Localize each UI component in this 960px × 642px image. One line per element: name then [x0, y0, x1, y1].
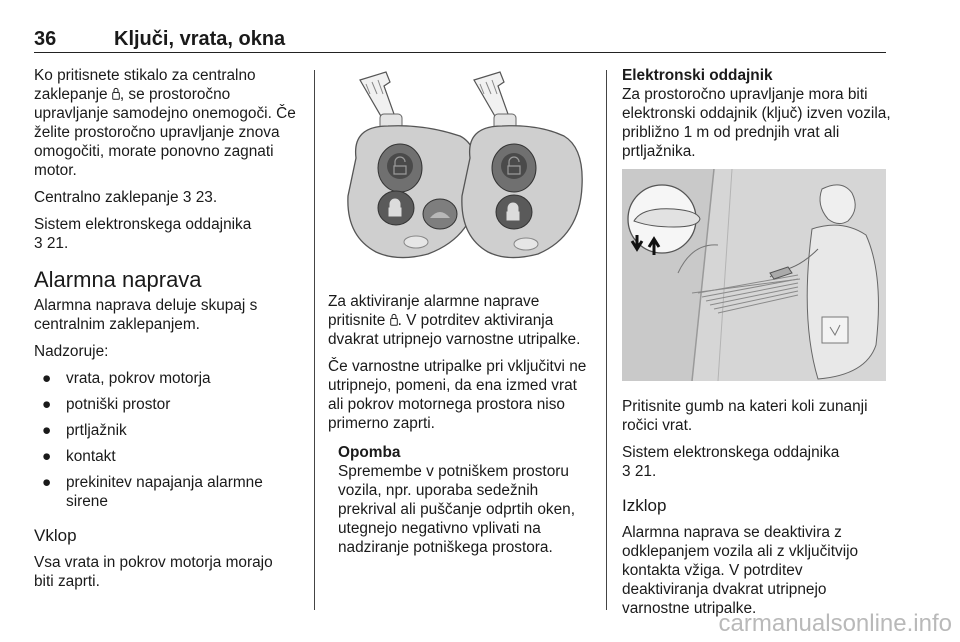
page-header [34, 28, 886, 53]
list-item: ● potniški prostor [42, 396, 171, 413]
note-box [328, 443, 596, 557]
bullet-icon: ● [42, 422, 52, 439]
paragraph-alarm: Alarmna naprava deluje skupaj s centralnim zaklepanjem. [34, 297, 258, 333]
column-middle [328, 66, 596, 557]
key-fob-left [348, 72, 478, 258]
ref-arrow-icon: 3 [622, 463, 631, 480]
key-fob-right [462, 72, 582, 258]
bullet-icon: ● [42, 448, 52, 465]
paragraph-not-closed: Če varnostne utripalke pri vključitvi ne utripnejo, pomeni, da ena izmed vrat ali pokrov motornega prostora niso primerno zaprti. [328, 358, 587, 432]
column-right [622, 66, 892, 626]
column-divider-1 [314, 70, 315, 610]
section-heading-off: Izklop [622, 496, 667, 515]
door-handle-illustration [622, 169, 886, 381]
monitors-list [34, 369, 296, 511]
section-heading-alarm: Alarmna naprava [34, 267, 202, 292]
list-item: ● prekinitev napajanja alarmne sirene [42, 474, 263, 510]
cross-ref-transmitter-right[interactable]: Sistem elektronskega oddajnika 3 21. [622, 444, 840, 480]
list-item: ● vrata, pokrov motorja [42, 370, 211, 387]
paragraph-transmitter: Za prostoročno upravljanje mora biti elektronski oddajnik (ključ) izven vozila, približno 1 m od prednjih vrat ali prtljažnika. [622, 86, 891, 160]
monitors-label: Nadzoruje: [34, 343, 109, 360]
cross-ref-transmitter[interactable]: Sistem elektronskega oddajnika 3 21. [34, 216, 252, 252]
bullet-icon: ● [42, 370, 52, 387]
column-left [34, 66, 296, 599]
list-item: ● kontakt [42, 448, 116, 465]
chapter-title: Ključi, vrata, okna [114, 28, 286, 50]
lock-icon [390, 313, 398, 326]
list-item: ● prtljažnik [42, 422, 127, 439]
ref-arrow-icon: 3 [182, 189, 192, 206]
lock-icon [112, 87, 120, 100]
paragraph-press-handle: Pritisnite gumb na kateri koli zunanji ročici vrat. [622, 398, 868, 434]
paragraph-off: Alarmna naprava se deaktivira z odklepanjem vozila ali z vključitvijo kontakta vžiga. V potrditev deaktiviranja dvakrat utripnejo varnostne utripalke. [622, 524, 859, 617]
section-heading-on: Vklop [34, 526, 77, 545]
key-fobs-illustration [328, 66, 596, 276]
watermark: carmanualsonline.info [718, 610, 952, 637]
note-text: Spremembe v potniškem prostoru vozila, npr. uporaba sedežnih prekrival ali puščanje odprtih oken, utegnejo negativno vplivati na nadziranje potniškega prostora. [338, 463, 575, 556]
ref-arrow-icon: 3 [34, 235, 43, 252]
bullet-icon: ● [42, 396, 52, 413]
cross-ref-central-locking[interactable]: Centralno zaklepanje 3 23. [34, 189, 218, 206]
page-number: 36 [34, 28, 57, 50]
paragraph-central-lock: Ko pritisnete stikalo za centralno zaklepanje , se prostoročno upravljanje samodejno onemogoči. Če želite prostoročno upravljanje znova omogočiti, morate ponovno zagnati motor. [34, 67, 296, 179]
section-heading-transmitter: Elektronski oddajnik [622, 67, 773, 84]
paragraph-activate: Za aktiviranje alarmne naprave pritisnite . V potrditev aktiviranja dvakrat utripnejo varnostne utripalke. [328, 293, 581, 348]
bullet-icon: ● [42, 474, 52, 491]
note-title: Opomba [338, 444, 401, 461]
paragraph-on: Vsa vrata in pokrov motorja morajo biti zaprti. [34, 554, 273, 590]
column-divider-2 [606, 70, 607, 610]
